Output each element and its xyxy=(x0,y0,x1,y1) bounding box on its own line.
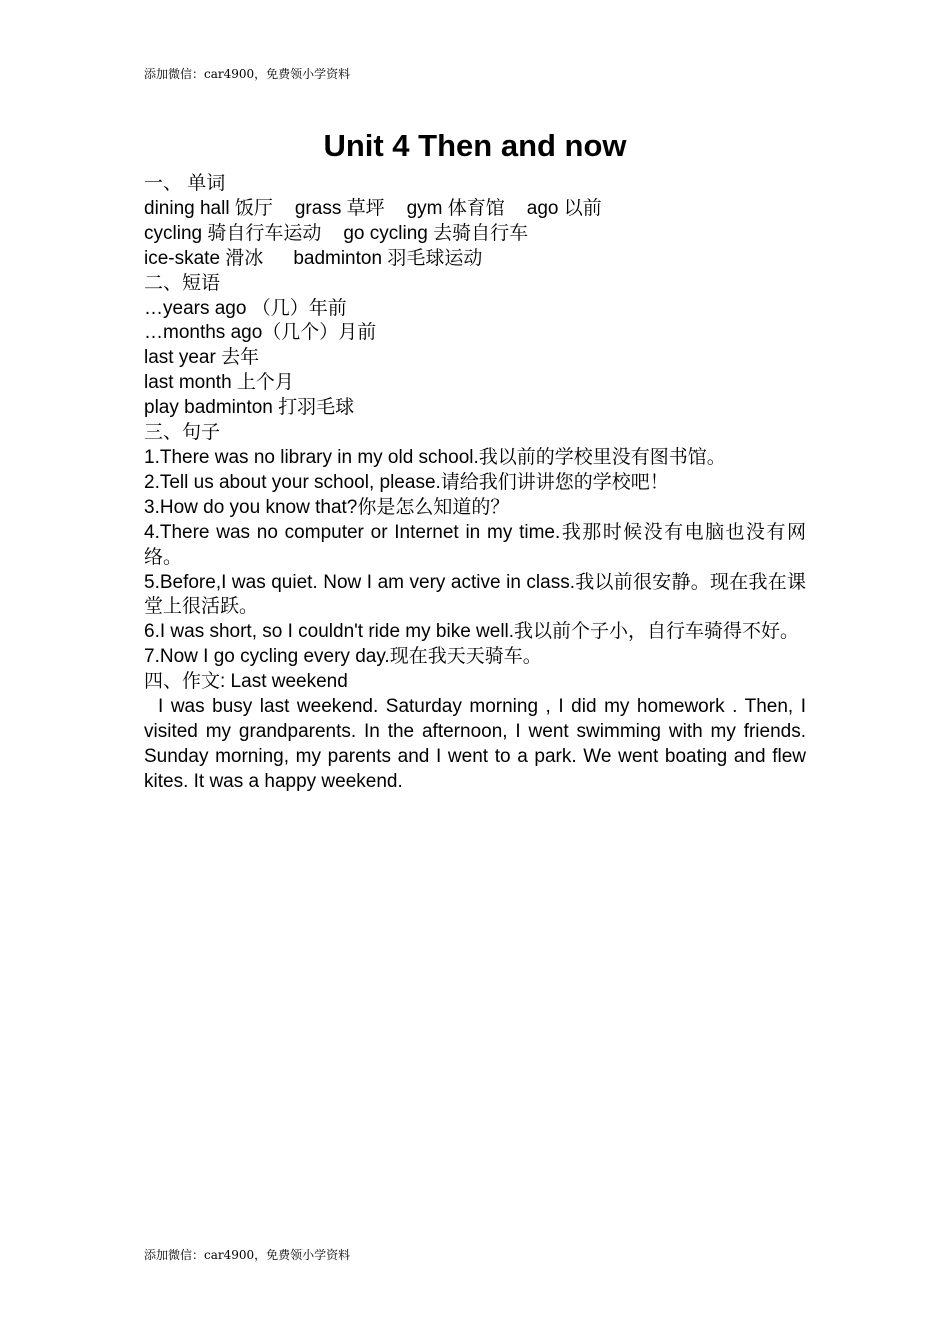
sentence-item: 6.I was short, so I couldn't ride my bike well.我以前个子小，自行车骑得不好。 xyxy=(144,621,800,643)
sentence-item: 2.Tell us about your school, please.请给我们讲讲您的学校吧！ xyxy=(144,471,669,493)
vocab-word: gym 体育馆 xyxy=(406,197,505,219)
composition-text: I was busy last weekend. Saturday morning , I did my homework . Then, I visited my grandparents. In the afternoon, I went swimming with my friends. Sunday morning, my parents and I went to a park. We went boating and flew kites. It was a happy weekend. xyxy=(144,696,806,792)
sentence-item: 5.Before,I was quiet. Now I am very active in class.我以前很安静。现在我在课堂上很活跃。 xyxy=(144,571,806,618)
phrase-item: last month 上个月 xyxy=(144,372,294,394)
sentence-item: 1.There was no library in my old school.我以前的学校里没有图书馆。 xyxy=(144,446,726,468)
document-body xyxy=(144,172,806,795)
phrase-item: last year 去年 xyxy=(144,347,260,369)
vocab-word: ago 以前 xyxy=(526,197,602,219)
phrase-item: …years ago （几）年前 xyxy=(144,297,347,319)
vocab-word: ice-skate 滑冰 xyxy=(144,247,264,269)
vocabulary-line-3 xyxy=(144,247,806,272)
vocab-word: go cycling 去骑自行车 xyxy=(343,222,529,244)
vocabulary-section xyxy=(144,172,806,272)
page-footer: 添加微信：car4900，免费领小学资料 xyxy=(144,1248,351,1262)
document-title: Unit 4 Then and now xyxy=(323,128,627,163)
phrase-item: play badminton 打羽毛球 xyxy=(144,397,355,419)
vocab-word: cycling 骑自行车运动 xyxy=(144,222,322,244)
page-header: 添加微信：car4900，免费领小学资料 xyxy=(144,67,351,81)
vocab-word: dining hall 饭厅 xyxy=(144,197,273,219)
vocabulary-line-2 xyxy=(144,222,806,247)
composition-section xyxy=(144,670,806,795)
vocabulary-heading: 一、 单词 xyxy=(144,173,226,194)
phrase-item: …months ago（几个）月前 xyxy=(144,322,377,344)
composition-heading: 四、作文: Last weekend xyxy=(144,671,348,693)
phrases-heading: 二、短语 xyxy=(144,272,221,294)
sentence-item: 7.Now I go cycling every day.现在我天天骑车。 xyxy=(144,646,542,668)
sentence-item: 3.How do you know that?你是怎么知道的？ xyxy=(144,496,510,518)
sentence-item: 4.There was no computer or Internet in my time.我那时候没有电脑也没有网络。 xyxy=(144,521,806,568)
sentences-heading: 三、句子 xyxy=(144,422,221,444)
vocab-word: badminton 羽毛球运动 xyxy=(293,247,483,269)
vocabulary-line-1 xyxy=(144,197,806,222)
phrases-section xyxy=(144,272,806,421)
sentences-section xyxy=(144,421,806,670)
vocab-word: grass 草坪 xyxy=(294,197,385,219)
